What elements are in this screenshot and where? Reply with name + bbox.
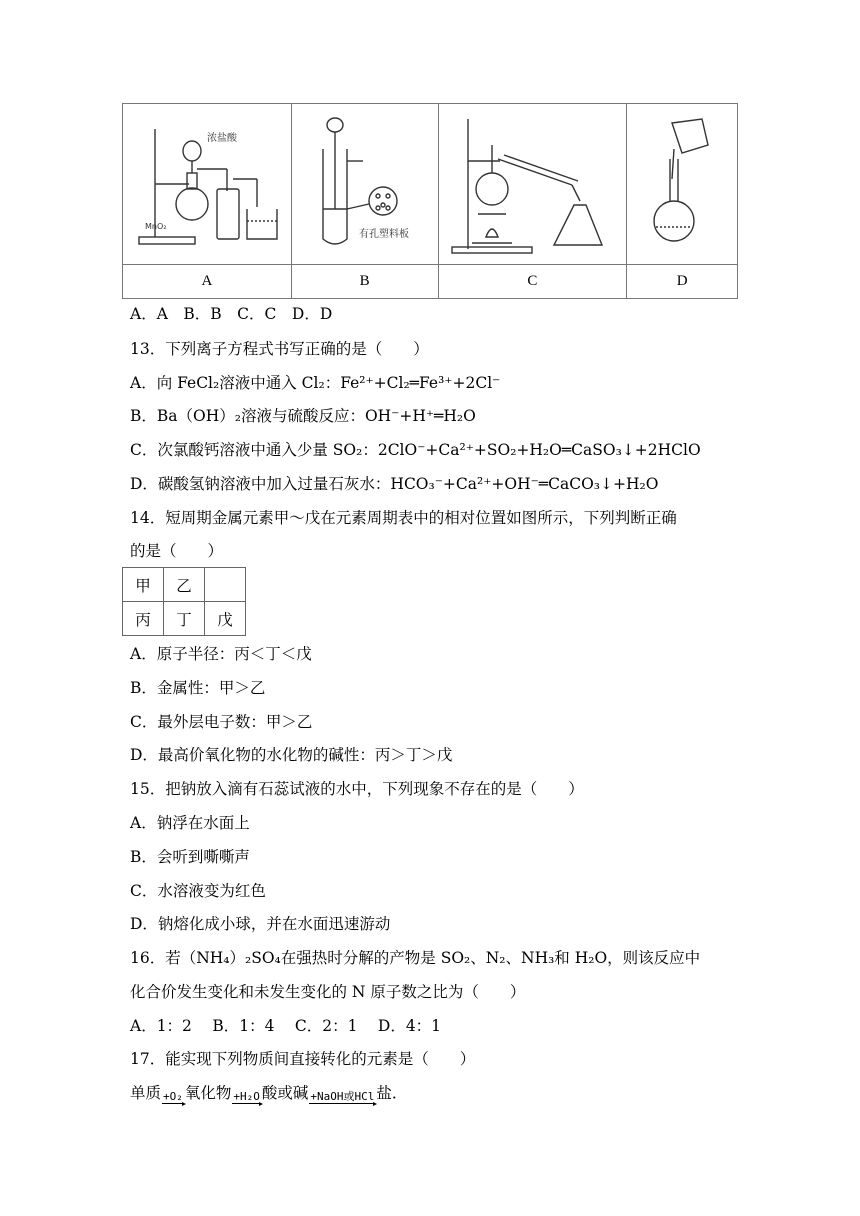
q12-options: A．A B．B C．C D．D <box>130 305 333 323</box>
apparatus-d-cell <box>627 104 738 265</box>
q16-options: A．1：2 B．1：4 C．2：1 D．4：1 <box>130 1017 442 1035</box>
acid-label: 浓盐酸 <box>206 133 237 144</box>
q14-option-a: A．原子半径：丙＜丁＜戊 <box>130 645 312 663</box>
periodic-cell: 戊 <box>205 602 246 636</box>
arrow-naoh-hcl: +NaOH或HCl <box>310 1090 375 1103</box>
q17-substance-acid-base: 酸或碱 <box>261 1084 309 1102</box>
q16-stem-line2: 化合价发生变化和未发生变化的 N 原子数之比为（ ） <box>130 983 526 1001</box>
apparatus-b-cell <box>291 104 438 265</box>
q17-substance-element: 单质 <box>130 1084 162 1102</box>
q16-stem-line1: 16．若（NH₄）₂SO₄在强热时分解的产物是 SO₂、N₂、NH₃和 H₂O，则该反应中 <box>130 949 701 967</box>
q17-conversion-chain <box>130 1083 407 1104</box>
label-d: D <box>627 265 738 299</box>
apparatus-c-figure <box>442 109 622 259</box>
q14-stem-line1: 14．短周期金属元素甲～戊在元素周期表中的相对位置如图所示，下列判断正确 <box>130 509 677 527</box>
q13-option-d: D．碳酸氢钠溶液中加入过量石灰水：HCO₃⁻+Ca²⁺+OH⁻═CaCO₃↓+H₂O <box>130 475 659 493</box>
periodic-cell: 甲 <box>123 568 164 602</box>
q17-substance-salt: 盐． <box>376 1084 408 1102</box>
q17-stem: 17．能实现下列物质间直接转化的元素是（ ） <box>130 1050 476 1068</box>
apparatus-a-figure <box>127 109 287 259</box>
q17-substance-oxide: 氧化物 <box>184 1084 232 1102</box>
q15-option-d: D．钠熔化成小球，并在水面迅速游动 <box>130 915 391 933</box>
q13-option-a: A．向 FeCl₂溶液中通入 Cl₂：Fe²⁺+Cl₂═Fe³⁺+2Cl⁻ <box>130 374 501 392</box>
q14-option-b: B．金属性：甲＞乙 <box>130 679 266 697</box>
label-a: A <box>123 265 292 299</box>
q15-option-b: B．会听到嘶嘶声 <box>130 848 250 866</box>
periodic-cell: 丙 <box>123 602 164 636</box>
periodic-position-table <box>122 567 246 636</box>
q15-stem: 15．把钠放入滴有石蕊试液的水中，下列现象不存在的是（ ） <box>130 780 584 798</box>
q14-stem-line2: 的是（ ） <box>130 542 224 560</box>
q14-option-d: D．最高价氧化物的水化物的碱性：丙＞丁＞戊 <box>130 746 453 764</box>
q14-option-c: C．最外层电子数：甲＞乙 <box>130 713 313 731</box>
arrow-oxygen: +O₂ <box>163 1090 183 1103</box>
q13-option-c: C．次氯酸钙溶液中通入少量 SO₂：2ClO⁻+Ca²⁺+SO₂+H₂O═CaSO₃↓+2HClO <box>130 441 701 459</box>
reagent-label: MnO₂ <box>144 222 167 231</box>
apparatus-d-figure <box>632 109 732 259</box>
q13-stem: 13．下列离子方程式书写正确的是（ ） <box>130 340 429 358</box>
label-b: B <box>291 265 438 299</box>
apparatus-c-cell <box>438 104 627 265</box>
q15-option-c: C．水溶液变为红色 <box>130 882 266 900</box>
apparatus-table <box>122 103 738 299</box>
q13-option-b: B．Ba（OH）₂溶液与硫酸反应：OH⁻+H⁺═H₂O <box>130 407 476 425</box>
label-c: C <box>438 265 627 299</box>
q15-option-a: A．钠浮在水面上 <box>130 814 250 832</box>
apparatus-b-figure <box>295 109 435 259</box>
periodic-cell: 乙 <box>164 568 205 602</box>
plate-label: 有孔塑料板 <box>358 229 409 240</box>
periodic-cell <box>205 568 246 602</box>
periodic-cell: 丁 <box>164 602 205 636</box>
apparatus-a-cell <box>123 104 292 265</box>
arrow-water: +H₂O <box>233 1090 260 1103</box>
